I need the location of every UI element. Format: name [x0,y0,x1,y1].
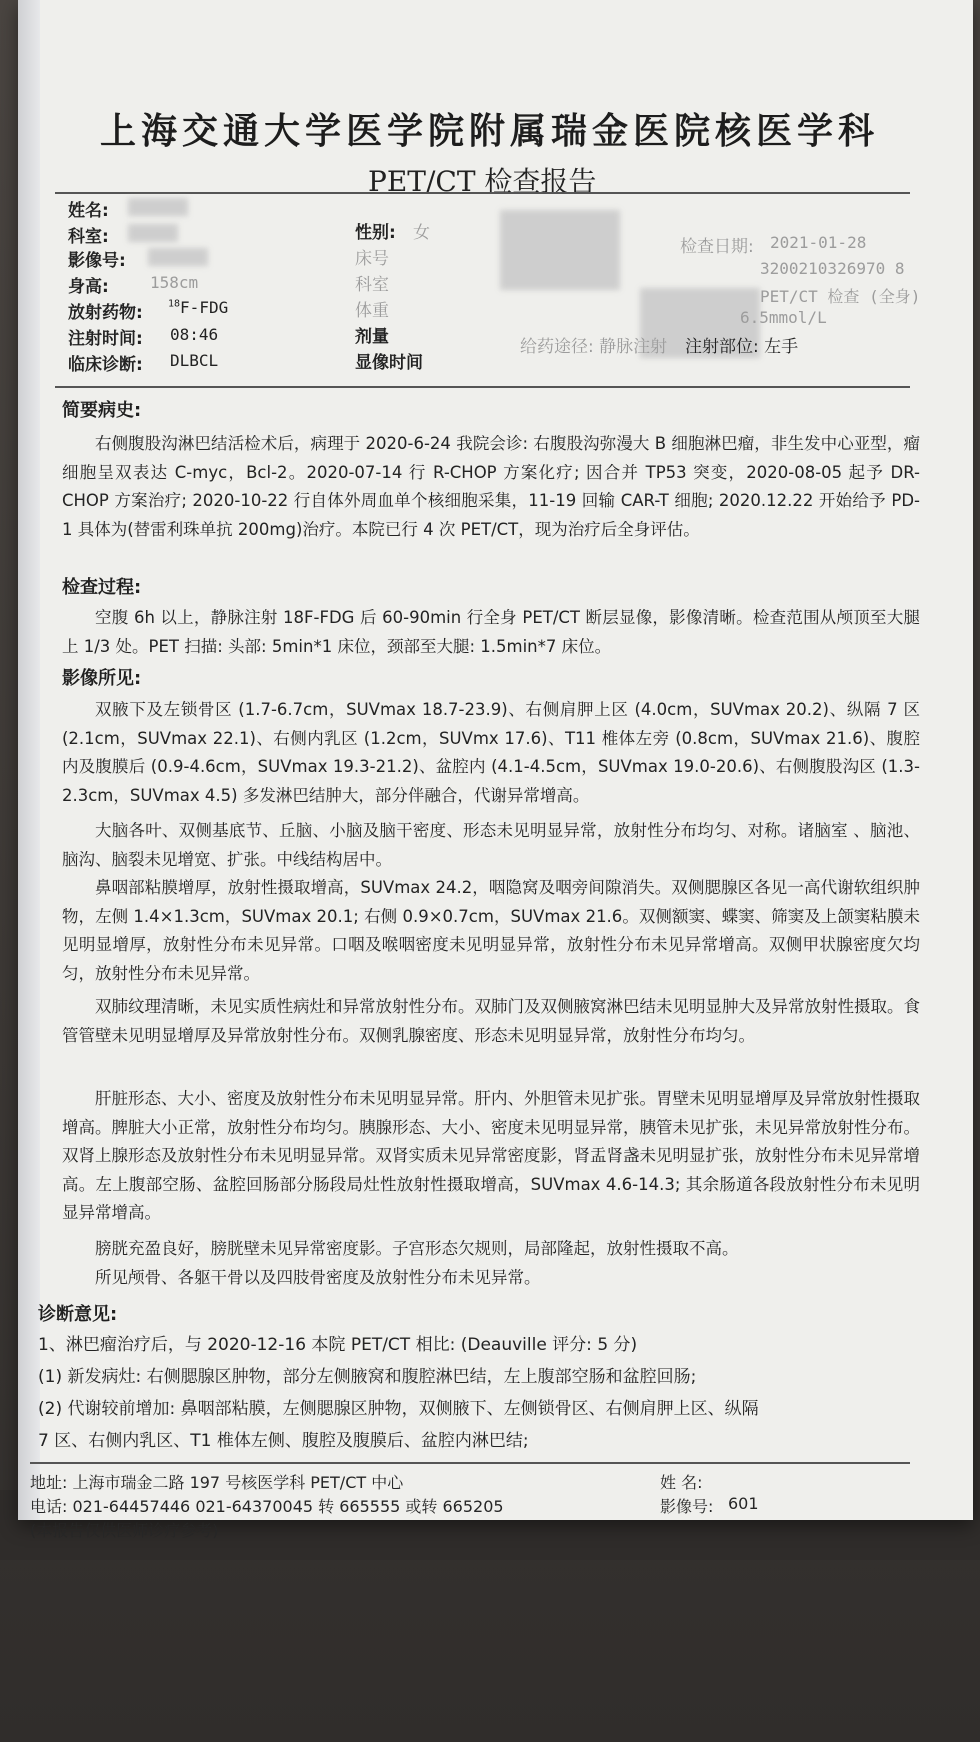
exam-item: PET/CT 检查 (全身) [760,287,921,306]
findings-paragraph-2: 大脑各叶、双侧基底节、丘脑、小脑及脑干密度、形态未见明显异常，放射性分布均匀、对称。诸脑室 、脑池、脑沟、脑裂未见增宽、扩张。中线结构居中。 [62,821,920,869]
inject-time-label: 注射时间: [68,329,143,349]
findings-paragraph-4: 双肺纹理清晰，未见实质性病灶和异常放射性分布。双肺门及双侧腋窝淋巴结未见明显肿大及异常放射性摄取。食管管壁未见明显增厚及异常放射性分布。双侧乳腺密度、形态未见明显异常，放射性分布均匀。 [62,997,920,1045]
tracer-value-text: F-FDG [180,298,229,317]
page-edge [18,0,40,1520]
exam-date-value: 2021-01-28 [770,233,867,252]
findings-paragraph-3: 鼻咽部粘膜增厚，放射性摄取增高，SUVmax 24.2，咽隐窝及咽旁间隙消失。双侧腮腺区各见一高代谢软组织肿物，左侧 1.4×1.3cm，SUVmax 20.1; 右侧 0.9×0.7cm，SUVmax 21.6。双侧额窦、蝶窦、筛窦及上颌窦粘膜未见明显增厚，放射性分布未见异常。口咽及喉咽密度未见明显异常，放射性分布未见异常增高。双侧甲状腺密度欠均匀，放射性分布未见异常。 [62,878,920,983]
history-text: 右侧腹股沟淋巴结活检术后，病理于 2020-6-24 我院会诊: 右腹股沟弥漫大 B 细胞淋巴瘤，非生发中心亚型，瘤细胞呈双表达 C-myc，Bcl-2。2020-07-14 行 R-CHOP 方案化疗; 因合并 TP53 突变，2020-08-05 起予 DR-CHOP 方案治疗; 2020-10-22 行自体外周血单个核细胞采集，11-19 回输 CAR-T 细胞; 2020.12.22 开始给予 PD-1 具体为(替雷利珠单抗 200mg)治疗。本院已行 4 次 PET/CT，现为治疗后全身评估。 [62,434,920,539]
footer-name-label: 姓 名: [660,1473,703,1492]
report-title: PET/CT 检查报告 [368,165,597,198]
redacted-block-1 [500,210,620,290]
diagnosis-line-4: 7 区、右侧内乳区、T1 椎体左侧、腹腔及腹膜后、盆腔内淋巴结; [38,1431,529,1451]
footer-phone: 电话: 021-64457446 021-64370045 转 665555 或转 665205 [30,1497,504,1516]
diagnosis-heading: 诊断意见: [38,1304,118,1325]
bed-label: 床号 [355,249,389,269]
sex-value: 女 [413,223,430,243]
procedure-heading: 检查过程: [62,577,142,598]
footer-image-no-label: 影像号: [660,1497,714,1516]
tracer-label: 放射药物: [68,303,143,323]
sex-label: 性别: [355,223,396,243]
weight-label: 体重 [355,301,389,321]
footer-divider [30,1462,910,1464]
redacted-image-no [148,248,208,266]
name-label: 姓名: [68,201,109,221]
height-value: 158cm [150,273,199,292]
dept-label: 科室: [68,227,109,247]
redacted-name [128,198,188,216]
site-text: 注射部位: 左手 [685,337,799,357]
findings-paragraph-6: 膀胱充盈良好，膀胱壁未见异常密度影。子宫形态欠规则，局部隆起，放射性摄取不高。 [95,1239,739,1258]
diagnosis-line-1: 1、淋巴瘤治疗后，与 2020-12-16 本院 PET/CT 相比: (Deauville 评分: 5 分) [38,1335,638,1355]
inject-time-value: 08:46 [170,325,219,344]
diagnosis-line-3: (2) 代谢较前增加: 鼻咽部粘膜，左侧腮腺区肿物，双侧腋下、左侧锁骨区、右侧肩胛上区、纵隔 [38,1399,759,1419]
diagnosis-value: DLBCL [170,351,219,370]
height-label: 身高: [68,277,109,297]
footer-note: (本报告仅供医师诊疗参考) [30,1521,219,1540]
history-heading: 简要病史: [62,400,142,421]
glucose-value: 6.5mmol/L [740,308,827,327]
tracer-isotope-mass: 18 [168,298,181,310]
hospital-title: 上海交通大学医学院附属瑞金医院核医学科 [100,110,880,152]
diagnosis-label: 临床诊断: [68,355,143,375]
report-id: 3200210326970 8 [760,259,905,278]
dose-label: 剂量 [355,327,389,347]
diagnosis-line-2: (1) 新发病灶: 右侧腮腺区肿物，部分左侧腋窝和腹腔淋巴结，左上腹部空肠和盆腔回肠; [38,1367,697,1387]
info-divider [55,386,910,388]
image-no-label: 影像号: [68,251,126,271]
route-text: 给药途径: 静脉注射 [520,337,668,357]
exam-date-label: 检查日期: [680,237,754,257]
dept2-label: 科室 [355,275,389,295]
findings-heading: 影像所见: [62,668,142,689]
redacted-dept [128,224,178,242]
findings-paragraph-5: 肝脏形态、大小、密度及放射性分布未见明显异常。肝内、外胆管未见扩张。胃壁未见明显增厚及异常放射性摄取增高。脾脏大小正常，放射性分布均匀。胰腺形态、大小、密度未见明显异常，胰管未见扩张，未见异常放射性分布。双肾上腺形态及放射性分布未见明显异常。双肾实质未见异常密度影，肾盂肾盏未见明显扩张，放射性分布未见异常增高。左上腹部空肠、盆腔回肠部分肠段局灶性放射性摄取增高，SUVmax 4.6-14.3; 其余肠道各段放射性分布未见明显异常增高。 [62,1089,920,1222]
header-divider [55,192,910,194]
procedure-text: 空腹 6h 以上，静脉注射 18F-FDG 后 60-90min 行全身 PET/CT 断层显像，影像清晰。检查范围从颅顶至大腿上 1/3 处。PET 扫描: 头部: 5min*1 床位，颈部至大腿: 1.5min*7 床位。 [62,608,920,656]
tracer-value [168,298,228,317]
footer-address: 地址: 上海市瑞金二路 197 号核医学科 PET/CT 中心 [30,1473,404,1492]
findings-paragraph-1: 双腋下及左锁骨区 (1.7-6.7cm，SUVmax 18.7-23.9)、右侧肩胛上区 (4.0cm，SUVmax 20.2)、纵隔 7 区 (2.1cm，SUVmax 22.1)、右侧内乳区 (1.2cm，SUVmx 17.6)、T11 椎体左旁 (0.8cm，SUVmax 21.6)、腹腔内及腹膜后 (0.9-4.6cm，SUVmax 19.3-21.2)、盆腔内 (4.1-4.5cm，SUVmax 19.0-20.6)、右侧腹股沟区 (1.3-2.3cm，SUVmax 4.5) 多发淋巴结肿大，部分伴融合，代谢异常增高。 [62,700,920,805]
display-time-label: 显像时间 [355,353,423,373]
findings-paragraph-7: 所见颅骨、各躯干骨以及四肢骨密度及放射性分布未见异常。 [95,1268,541,1287]
footer-image-no-partial: 601 [728,1494,759,1513]
